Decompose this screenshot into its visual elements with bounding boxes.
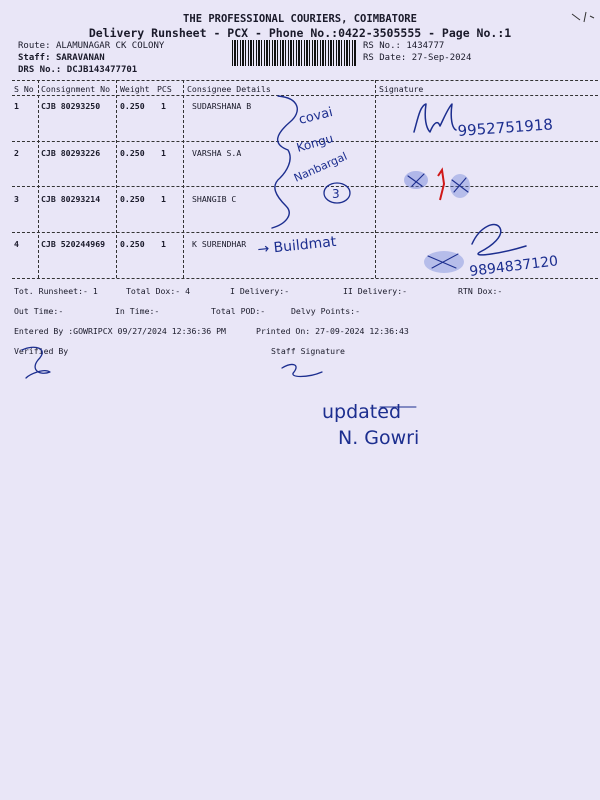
rs-no-label: RS No.:	[363, 41, 401, 51]
delvy-points: Delvy Points:-	[291, 306, 361, 316]
drs-label: DRS No.:	[18, 65, 62, 75]
row-sno: 1	[14, 101, 19, 111]
total-dox: Total Dox:- 4	[126, 286, 191, 296]
rs-date-value: 27-Sep-2024	[411, 53, 472, 63]
row-pcs: 1	[161, 194, 166, 204]
total-pod: Total POD:-	[211, 306, 266, 316]
note-updated: updated	[322, 401, 402, 423]
rs-date-label: RS Date:	[363, 53, 407, 63]
staff-signature-label: Staff Signature	[271, 346, 345, 356]
row-consignment: CJB 80293214	[41, 194, 101, 204]
company-title: THE PROFESSIONAL COURIERS, COIMBATORE	[183, 13, 417, 25]
runsheet-subtitle: Delivery Runsheet - PCX - Phone No.:0422-3505555 - Page No.:1	[88, 26, 512, 40]
entered-by: Entered By :GOWRIPCX 09/27/2024 12:36:36 PM	[14, 326, 226, 336]
row-weight: 0.250	[120, 101, 145, 111]
col-header-pcs: PCS	[157, 84, 172, 94]
note-circle-number: 3	[332, 187, 340, 201]
row-weight: 0.250	[120, 194, 145, 204]
row-consignment: CJB 80293250	[41, 101, 101, 111]
col-header-weight: Weight	[120, 84, 150, 94]
row-consignee: K SURENDHAR	[192, 239, 247, 249]
staff-value: SARAVANAN	[55, 53, 105, 63]
verified-signature	[22, 347, 50, 378]
rs-no-value: 1434777	[406, 41, 445, 51]
row-weight: 0.250	[120, 239, 145, 249]
tot-runsheet: Tot. Runsheet:- 1	[14, 286, 98, 296]
signature-row1	[414, 104, 456, 132]
row-sno: 2	[14, 148, 19, 158]
col-header-consignee: Consignee Details	[187, 84, 271, 94]
staff-signature	[282, 365, 322, 377]
col-header-sno: S No	[14, 84, 34, 94]
phone-row1: 9952751918	[457, 115, 554, 140]
i-delivery: I Delivery:-	[230, 286, 290, 296]
verified-by-label: Verified By	[14, 346, 69, 356]
row-pcs: 1	[161, 148, 166, 158]
note-nanbargal: Nanbargal	[291, 149, 350, 185]
row-consignment: CJB 80293226	[41, 148, 101, 158]
phone-row4: 9894837120	[468, 253, 559, 280]
row-sno: 4	[14, 239, 19, 249]
route-label: Route:	[18, 41, 51, 51]
staff-label: Staff:	[18, 53, 51, 63]
ii-delivery: II Delivery:-	[343, 286, 408, 296]
col-header-signature: Signature	[379, 84, 424, 94]
row-consignee: VARSHA S.A	[192, 148, 242, 158]
row-weight: 0.250	[120, 148, 145, 158]
row-consignment: CJB 520244969	[41, 239, 106, 249]
row-consignee: SHANGIB C	[192, 194, 237, 204]
rtn-dox: RTN Dox:-	[458, 286, 503, 296]
corner-mark	[572, 12, 594, 22]
row-sno: 3	[14, 194, 19, 204]
row-pcs: 1	[161, 101, 166, 111]
note-buildmat: → Buildmat	[256, 233, 338, 258]
brace-mark	[272, 96, 297, 228]
out-time: Out Time:-	[14, 306, 64, 316]
row-pcs: 1	[161, 239, 166, 249]
route-value: ALAMUNAGAR CK COLONY	[55, 41, 165, 51]
signature-row4	[472, 225, 526, 255]
col-header-consignment: Consignment No	[41, 84, 111, 94]
note-kongu: Kongu	[294, 131, 335, 155]
note-covai: covai	[297, 105, 335, 128]
drs-value: DCJB143477701	[66, 65, 138, 75]
note-name: N. Gowri	[338, 427, 420, 449]
in-time: In Time:-	[115, 306, 160, 316]
row-consignee: SUDARSHANA B	[192, 101, 252, 111]
printed-on: Printed On: 27-09-2024 12:36:43	[256, 326, 409, 336]
stamp-marks-row3	[404, 170, 470, 200]
